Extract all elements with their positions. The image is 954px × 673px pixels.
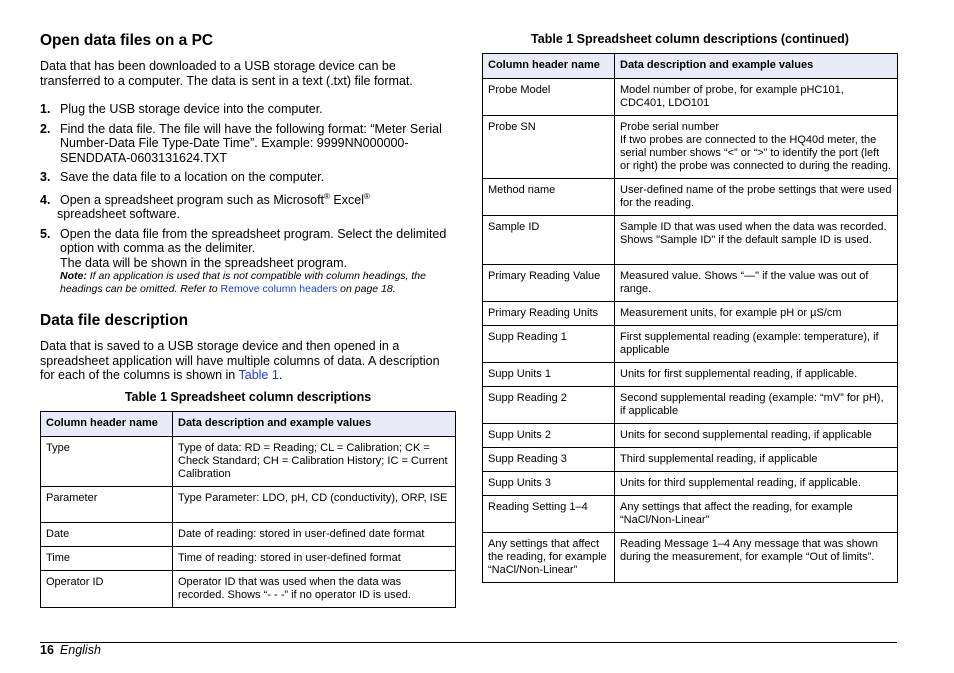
column-header: Column header name	[41, 411, 173, 436]
table-cell: Third supplemental reading, if applicable	[615, 448, 898, 472]
table-cell: Units for first supplemental reading, if applicable.	[615, 363, 898, 387]
page-footer	[40, 643, 101, 658]
table-row	[483, 387, 898, 424]
link-table-1[interactable]: Table 1	[238, 368, 279, 382]
steps-list	[40, 102, 456, 296]
column-header: Data description and example values	[173, 411, 456, 436]
table-cell: Probe serial number If two probes are connected to the HQ40d meter, the serial number shows “<” or “>” to identify the port (left or right) the probe was connected to during the reading.	[615, 116, 898, 179]
table-cell: User-defined name of the probe settings that were used for the reading.	[615, 179, 898, 216]
table-header-row	[41, 411, 456, 436]
table-cell: Type Parameter: LDO, pH, CD (conductivity), ORP, ISE	[173, 486, 456, 522]
table-cell: Parameter	[41, 486, 173, 522]
table-cell: Supp Reading 1	[483, 326, 615, 363]
table-cell: Reading Message 1–4 Any message that was shown during the measurement, for example “Out of limits”.	[615, 533, 898, 583]
table-cell: Supp Units 2	[483, 424, 615, 448]
table-row	[41, 436, 456, 486]
table-cell: Method name	[483, 179, 615, 216]
spreadsheet-columns-table	[40, 411, 456, 608]
table-row	[483, 326, 898, 363]
table-cell: Model number of probe, for example pHC101, CDC401, LDO101	[615, 79, 898, 116]
section-title-data-file-description: Data file description	[40, 312, 189, 329]
table-cell: Reading Setting 1–4	[483, 496, 615, 533]
table-row	[483, 363, 898, 387]
table-row	[483, 216, 898, 265]
column-header: Data description and example values	[615, 54, 898, 79]
table-row	[483, 533, 898, 583]
step-item: 5. Open the data file from the spreadsheet program. Select the delimited option with comma as the delimiter. The data will be shown in the spreadsheet program. Note: If an application is used that is not compatible with column headings, the headings can be omitted. Refer to Remove column headers on page 18.	[40, 227, 456, 297]
right-column	[482, 30, 898, 583]
table-cell: First supplemental reading (example: temperature), if applicable	[615, 326, 898, 363]
table-row	[483, 472, 898, 496]
table-row	[41, 546, 456, 570]
table-row	[483, 302, 898, 326]
table-cell: Type of data: RD = Reading; CL = Calibration; CK = Check Standard; CH = Calibration History; IC = Current Calibration	[173, 436, 456, 486]
section-title-open-data-files: Open data files on a PC	[40, 32, 214, 49]
step-item: 4. Open a spreadsheet program such as Microsoft® Excel® spreadsheet software.	[40, 191, 370, 221]
step-item: 2. Find the data file. The file will have the following format: “Meter Serial Number-Data File Type-Date Time”. Example: 9999NN000000-SENDDATA-0603131624.TXT	[40, 121, 442, 165]
table-cell: Second supplemental reading (example: “mV” for pH), if applicable	[615, 387, 898, 424]
table-header-row	[483, 54, 898, 79]
table-cell: Sample ID	[483, 216, 615, 265]
page-number: 16	[40, 643, 54, 657]
table-row	[483, 424, 898, 448]
link-remove-column-headers[interactable]: Remove column headers	[220, 283, 338, 295]
table-row	[41, 522, 456, 546]
table-cell: Supp Units 1	[483, 363, 615, 387]
intro-paragraph: Data that has been downloaded to a USB storage device can be transferred to a computer. The data is sent in a text (.txt) file format.	[40, 59, 413, 88]
table-cell: Primary Reading Units	[483, 302, 615, 326]
table-row	[483, 448, 898, 472]
table-cell: Date of reading: stored in user-defined date format	[173, 522, 456, 546]
table-cell: Probe Model	[483, 79, 615, 116]
table-cell: Supp Units 3	[483, 472, 615, 496]
table-row	[41, 486, 456, 522]
table-caption: Table 1 Spreadsheet column descriptions	[124, 389, 372, 404]
step-item: 1. Plug the USB storage device into the computer.	[40, 102, 323, 116]
table-cell: Time	[41, 546, 173, 570]
table-cell: Supp Reading 2	[483, 387, 615, 424]
table-row	[483, 265, 898, 302]
spreadsheet-columns-table-continued	[482, 53, 898, 583]
footer-language: English	[59, 643, 101, 657]
description-paragraph: Data that is saved to a USB storage device and then opened in a spreadsheet application will have multiple columns of data. A description for each of the columns is shown in Table 1.	[40, 339, 440, 382]
table-cell: Units for third supplemental reading, if applicable.	[615, 472, 898, 496]
table-row	[41, 570, 456, 607]
table-row	[483, 496, 898, 533]
table-cell: Any settings that affect the reading, for example “NaCl/Non-Linear”	[615, 496, 898, 533]
footer-divider	[40, 642, 897, 643]
table-cell: Probe SN	[483, 116, 615, 179]
column-header: Column header name	[483, 54, 615, 79]
table-cell: Any settings that affect the reading, for example “NaCl/Non-Linear”	[483, 533, 615, 583]
table-caption-continued: Table 1 Spreadsheet column descriptions (continued)	[531, 32, 849, 46]
table-row	[483, 79, 898, 116]
table-cell: Primary Reading Value	[483, 265, 615, 302]
table-cell: Supp Reading 3	[483, 448, 615, 472]
table-cell: Date	[41, 522, 173, 546]
table-row	[483, 116, 898, 179]
table-cell: Measured value. Shows “—" if the value was out of range.	[615, 265, 898, 302]
table-row	[483, 179, 898, 216]
table-cell: Type	[41, 436, 173, 486]
table-cell: Operator ID	[41, 570, 173, 607]
table-cell: Measurement units, for example pH or µS/cm	[615, 302, 898, 326]
note: Note: If an application is used that is not compatible with column headings, the headings can be omitted. Refer to Remove column headers on page 18.	[60, 270, 426, 295]
table-cell: Sample ID that was used when the data was recorded. Shows "Sample ID" if the default sample ID is used.	[615, 216, 898, 265]
step-item: 3. Save the data file to a location on the computer.	[40, 170, 325, 184]
table-cell: Time of reading: stored in user-defined format	[173, 546, 456, 570]
table-cell: Units for second supplemental reading, if applicable	[615, 424, 898, 448]
table-cell: Operator ID that was used when the data was recorded. Shows “- - -” if no operator ID is used.	[173, 570, 456, 607]
left-column	[40, 30, 456, 608]
